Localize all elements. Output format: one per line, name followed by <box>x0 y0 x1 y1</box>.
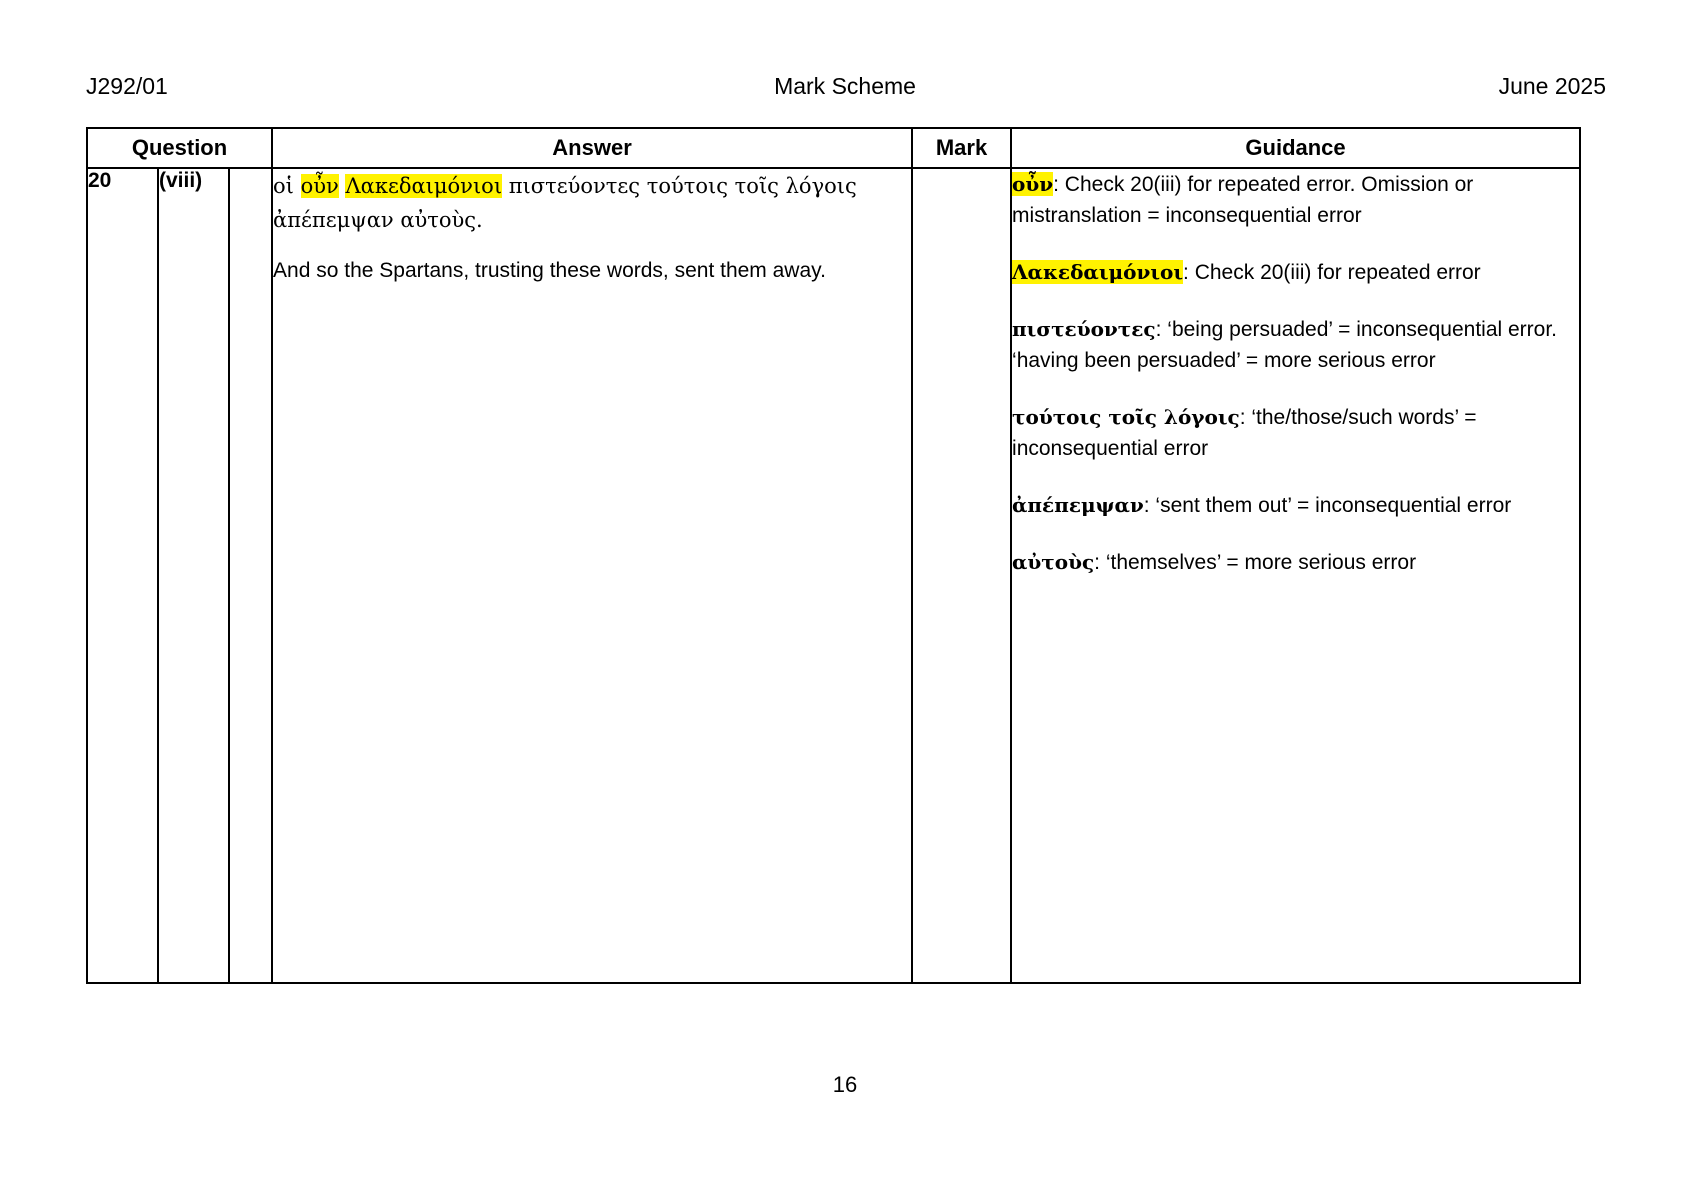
document-title: Mark Scheme <box>774 73 916 99</box>
question-part: (viii) <box>158 168 229 983</box>
guidance-text: : Check 20(iii) for repeated error <box>1183 261 1481 284</box>
guidance-item <box>1012 257 1579 288</box>
guidance-term: Λακεδαιμόνιοι <box>1012 260 1184 284</box>
table-row <box>87 168 1580 983</box>
mark-scheme-table <box>86 127 1581 984</box>
guidance-term: αὐτοὺς <box>1012 550 1095 574</box>
greek-word-lakedaimonioi: Λακεδαιμόνιοι <box>345 174 503 198</box>
table-header-row <box>87 128 1580 168</box>
guidance-text: : Check 20(iii) for repeated error. Omission or mistranslation = inconsequential error <box>1012 173 1474 227</box>
guidance-term: οὖν <box>1012 172 1054 196</box>
guidance-text: : ‘being persuaded’ = inconsequential error. ‘having been persuaded’ = more serious error <box>1012 318 1558 372</box>
guidance-text: : ‘themselves’ = more serious error <box>1094 551 1417 574</box>
greek-phrase-apepempsan: ἀπέπεμψαν αὐτοὺς. <box>273 208 483 232</box>
column-header-mark: Mark <box>912 128 1011 168</box>
greek-word-oun: οὖν <box>300 174 339 198</box>
guidance-cell <box>1011 168 1580 983</box>
column-header-guidance: Guidance <box>1011 128 1580 168</box>
guidance-item <box>1012 169 1579 231</box>
guidance-text: : ‘sent them out’ = inconsequential error <box>1143 494 1512 517</box>
guidance-item <box>1012 547 1579 578</box>
column-header-answer: Answer <box>272 128 912 168</box>
answer-cell <box>272 168 912 983</box>
document-code: J292/01 <box>86 73 168 99</box>
guidance-item <box>1012 314 1579 376</box>
guidance-term: τούτοις τοῖς λόγοις <box>1012 405 1240 429</box>
english-translation: And so the Spartans, trusting these words, sent them away. <box>273 259 826 282</box>
mark-cell <box>912 168 1011 983</box>
guidance-term: πιστεύοντες <box>1012 317 1156 341</box>
greek-word-article: οἱ <box>273 174 294 198</box>
greek-phrase-pisteuontes: πιστεύοντες τούτοις τοῖς λόγοις <box>508 174 857 198</box>
guidance-text: : ‘the/those/such words’ = inconsequential error <box>1012 406 1477 460</box>
guidance-term: ἀπέπεμψαν <box>1012 493 1144 517</box>
page-number: 16 <box>832 1072 858 1097</box>
question-number: 20 <box>87 168 158 983</box>
greek-sentence <box>273 169 911 237</box>
guidance-item <box>1012 490 1579 521</box>
guidance-item <box>1012 402 1579 464</box>
column-header-question: Question <box>87 128 272 168</box>
document-date: June 2025 <box>1498 73 1606 99</box>
question-subpart <box>229 168 272 983</box>
